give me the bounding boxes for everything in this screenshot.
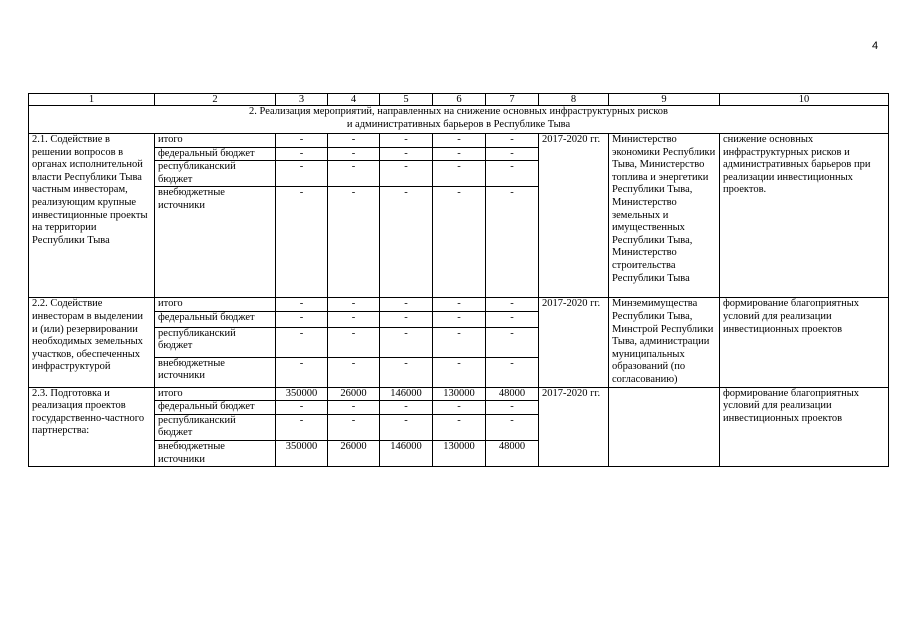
amount-cell: - <box>433 187 486 298</box>
column-number-row <box>29 94 889 106</box>
amount-cell: - <box>276 134 328 148</box>
activity-name: 2.2. Содействие инвесторам в выделении и (или) резервировании необходимых земельных участков, обеспеченных инфраструктурой <box>29 298 155 387</box>
amount-cell: - <box>328 187 380 298</box>
amount-cell: - <box>328 414 380 440</box>
amount-cell: - <box>328 327 380 357</box>
column-number: 2 <box>155 94 276 106</box>
amount-cell: 130000 <box>433 440 486 466</box>
funding-source: федеральный бюджет <box>155 311 276 327</box>
period-cell: 2017-2020 гг. <box>539 387 609 467</box>
activity-name: 2.3. Подготовка и реализация проектов государственно-частного партнерства: <box>29 387 155 467</box>
executors-cell: Минземимущества Республики Тыва, Минстрой Республики Тыва, администрации муниципальных образований (по согласованию) <box>609 298 720 387</box>
period-cell: 2017-2020 гг. <box>539 298 609 387</box>
amount-cell: - <box>276 414 328 440</box>
funding-source: внебюджетные источники <box>155 440 276 466</box>
amount-cell: 350000 <box>276 440 328 466</box>
funding-source: итого <box>155 134 276 148</box>
amount-cell: - <box>380 327 433 357</box>
result-cell: формирование благоприятных условий для реализации инвестиционных проектов <box>720 298 889 387</box>
amount-cell: - <box>433 147 486 161</box>
amount-cell: - <box>380 357 433 387</box>
amount-cell: - <box>433 134 486 148</box>
column-number: 6 <box>433 94 486 106</box>
amount-cell: - <box>486 147 539 161</box>
funding-source: республиканский бюджет <box>155 414 276 440</box>
amount-cell: - <box>433 357 486 387</box>
amount-cell: 26000 <box>328 440 380 466</box>
section-title: 2. Реализация мероприятий, направленных на снижение основных инфраструктурных рисков и административных барьеров в Республике Тыва <box>29 106 889 134</box>
amount-cell: 146000 <box>380 440 433 466</box>
amount-cell: - <box>486 357 539 387</box>
amount-cell: - <box>380 161 433 187</box>
amount-cell: - <box>380 134 433 148</box>
funding-source: республиканский бюджет <box>155 161 276 187</box>
funding-source: итого <box>155 387 276 401</box>
funding-source: внебюджетные источники <box>155 187 276 298</box>
funding-source: внебюджетные источники <box>155 357 276 387</box>
activity-name: 2.1. Содействие в решении вопросов в органах исполнительной власти Республики Тыва частным инвесторам, реализующим крупные инвестиционные проекты на территории Республики Тыва <box>29 134 155 298</box>
amount-cell: - <box>433 414 486 440</box>
amount-cell: - <box>328 401 380 415</box>
amount-cell: - <box>276 311 328 327</box>
amount-cell: - <box>276 147 328 161</box>
amount-cell: - <box>328 147 380 161</box>
amount-cell: - <box>486 298 539 312</box>
result-cell: формирование благоприятных условий для реализации инвестиционных проектов <box>720 387 889 467</box>
table-row <box>29 298 889 312</box>
amount-cell: - <box>380 311 433 327</box>
column-number: 1 <box>29 94 155 106</box>
column-number: 10 <box>720 94 889 106</box>
amount-cell: - <box>433 327 486 357</box>
amount-cell: - <box>486 414 539 440</box>
amount-cell: 26000 <box>328 387 380 401</box>
amount-cell: - <box>328 311 380 327</box>
amount-cell: - <box>433 401 486 415</box>
amount-cell: 48000 <box>486 387 539 401</box>
amount-cell: - <box>276 187 328 298</box>
funding-source: республиканский бюджет <box>155 327 276 357</box>
amount-cell: - <box>433 161 486 187</box>
amount-cell: - <box>328 298 380 312</box>
amount-cell: - <box>380 401 433 415</box>
amount-cell: - <box>486 134 539 148</box>
section-row <box>29 106 889 134</box>
column-number: 9 <box>609 94 720 106</box>
page-number: 4 <box>872 40 879 52</box>
amount-cell: - <box>486 311 539 327</box>
column-number: 7 <box>486 94 539 106</box>
table-row <box>29 387 889 401</box>
result-cell: снижение основных инфраструктурных рисков и административных барьеров при реализации инвестиционных проектов. <box>720 134 889 298</box>
amount-cell: - <box>380 187 433 298</box>
amount-cell: - <box>380 414 433 440</box>
amount-cell: - <box>486 161 539 187</box>
amount-cell: - <box>328 161 380 187</box>
amount-cell: - <box>486 327 539 357</box>
amount-cell: - <box>276 401 328 415</box>
amount-cell: - <box>276 327 328 357</box>
program-table <box>28 93 889 467</box>
amount-cell: 146000 <box>380 387 433 401</box>
amount-cell: - <box>276 161 328 187</box>
amount-cell: 130000 <box>433 387 486 401</box>
column-number: 5 <box>380 94 433 106</box>
amount-cell: - <box>486 401 539 415</box>
funding-source: итого <box>155 298 276 312</box>
funding-source: федеральный бюджет <box>155 401 276 415</box>
table-row <box>29 134 889 148</box>
amount-cell: - <box>486 187 539 298</box>
amount-cell: 350000 <box>276 387 328 401</box>
amount-cell: - <box>380 298 433 312</box>
funding-source: федеральный бюджет <box>155 147 276 161</box>
executors-cell: Министерство экономики Республики Тыва, Министерство топлива и энергетики Республики Тыва, Министерство земельных и имущественных Республики Тыва, Министерство строительства Республики Тыва <box>609 134 720 298</box>
amount-cell: - <box>433 311 486 327</box>
amount-cell: - <box>328 134 380 148</box>
executors-cell <box>609 387 720 467</box>
amount-cell: - <box>328 357 380 387</box>
period-cell: 2017-2020 гг. <box>539 134 609 298</box>
column-number: 4 <box>328 94 380 106</box>
amount-cell: - <box>276 357 328 387</box>
amount-cell: - <box>380 147 433 161</box>
column-number: 8 <box>539 94 609 106</box>
amount-cell: - <box>433 298 486 312</box>
amount-cell: - <box>276 298 328 312</box>
amount-cell: 48000 <box>486 440 539 466</box>
column-number: 3 <box>276 94 328 106</box>
